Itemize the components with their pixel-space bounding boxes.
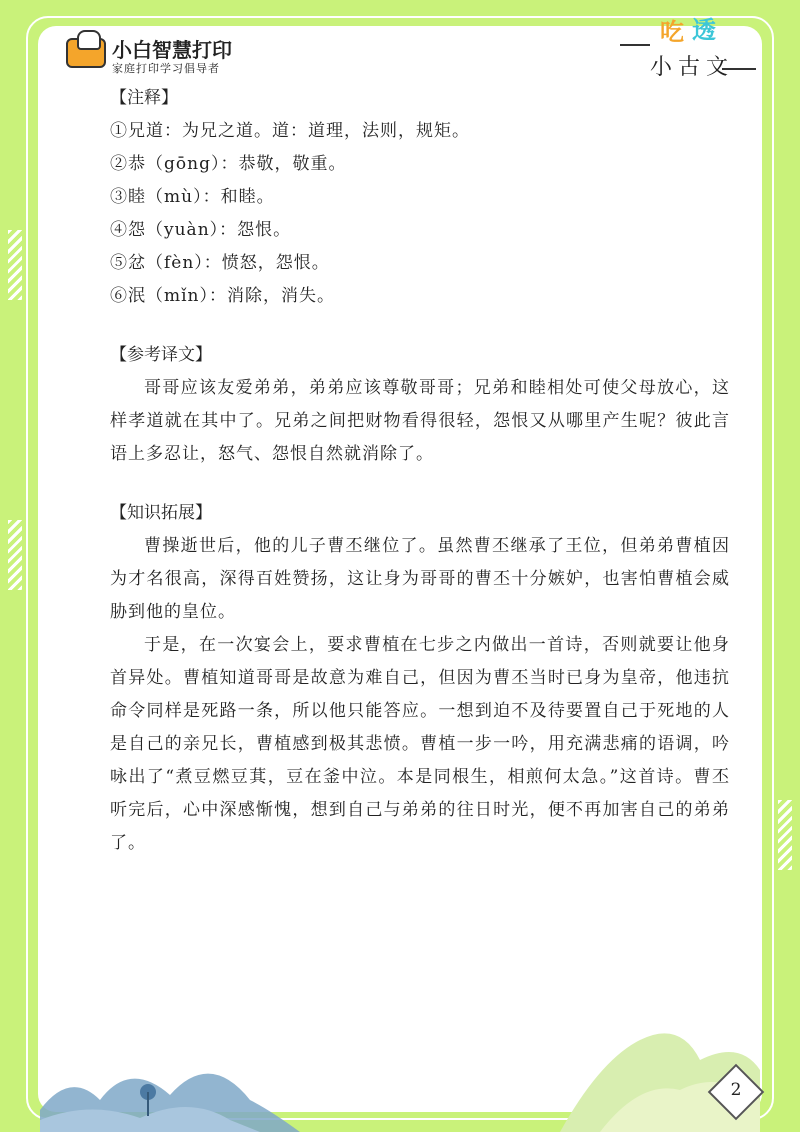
series-brand [612, 10, 762, 80]
brand-dash [620, 44, 650, 46]
page-number: 2 [730, 1080, 742, 1100]
printer-icon [66, 38, 106, 68]
extension-paragraph: 曹操逝世后，他的儿子曹丕继位了。虽然曹丕继承了王位，但弟弟曹植因为才名很高，深得百姓赞扬，这让身为哥哥的曹丕十分嫉妒，也害怕曹植会威胁到他的皇位。 [110, 536, 730, 622]
logo-subtitle: 家庭打印学习倡导者 [112, 62, 220, 75]
logo-title: 小白智慧打印 [112, 38, 232, 62]
brand-char-chi: 吃 [660, 18, 684, 46]
brand-subtitle: 小古文 [650, 55, 735, 80]
left-stripes-decoration [8, 230, 22, 300]
right-stripes-decoration [778, 800, 792, 870]
brand-char-tou: 透 [692, 16, 716, 44]
mountain-landscape-illustration [0, 1000, 800, 1132]
mascot-icon [77, 30, 101, 50]
translation-heading: 【参考译文】 [110, 345, 212, 365]
note-item: ②恭（gōng）：恭敬，敬重。 [110, 154, 347, 174]
main-content [110, 82, 730, 860]
logo [66, 30, 236, 74]
left-stripes-decoration [8, 520, 22, 590]
note-item: ④怨（yuàn）：怨恨。 [110, 220, 292, 240]
translation-text: 哥哥应该友爱弟弟，弟弟应该尊敬哥哥；兄弟和睦相处可使父母放心，这样孝道就在其中了。兄弟之间把财物看得很轻，怨恨又从哪里产生呢？彼此言语上多忍让，怒气、怨恨自然就消除了。 [110, 378, 730, 464]
note-item: ①兄道：为兄之道。道：道理，法则，规矩。 [110, 121, 470, 141]
notes-heading: 【注释】 [110, 88, 178, 108]
extension-heading: 【知识拓展】 [110, 503, 212, 523]
extension-paragraph: 于是，在一次宴会上，要求曹植在七步之内做出一首诗，否则就要让他身首异处。曹植知道哥哥是故意为难自己，但因为曹丕当时已身为皇帝，他违抗命令同样是死路一条，所以他只能答应。一想到迫不及待要置自己于死地的人是自己的亲兄长，曹植感到极其悲愤。曹植一步一吟，用充满悲痛的语调，吟咏出了“煮豆燃豆萁，豆在釜中泣。本是同根生，相煎何太急。”这首诗。曹丕听完后，心中深感惭愧，想到自己与弟弟的往日时光，便不再加害自己的弟弟了。 [110, 635, 730, 853]
note-item: ③睦（mù）：和睦。 [110, 187, 275, 207]
note-item: ⑥泯（mǐn）：消除，消失。 [110, 286, 336, 306]
note-item: ⑤忿（fèn）：愤怒，怨恨。 [110, 253, 330, 273]
